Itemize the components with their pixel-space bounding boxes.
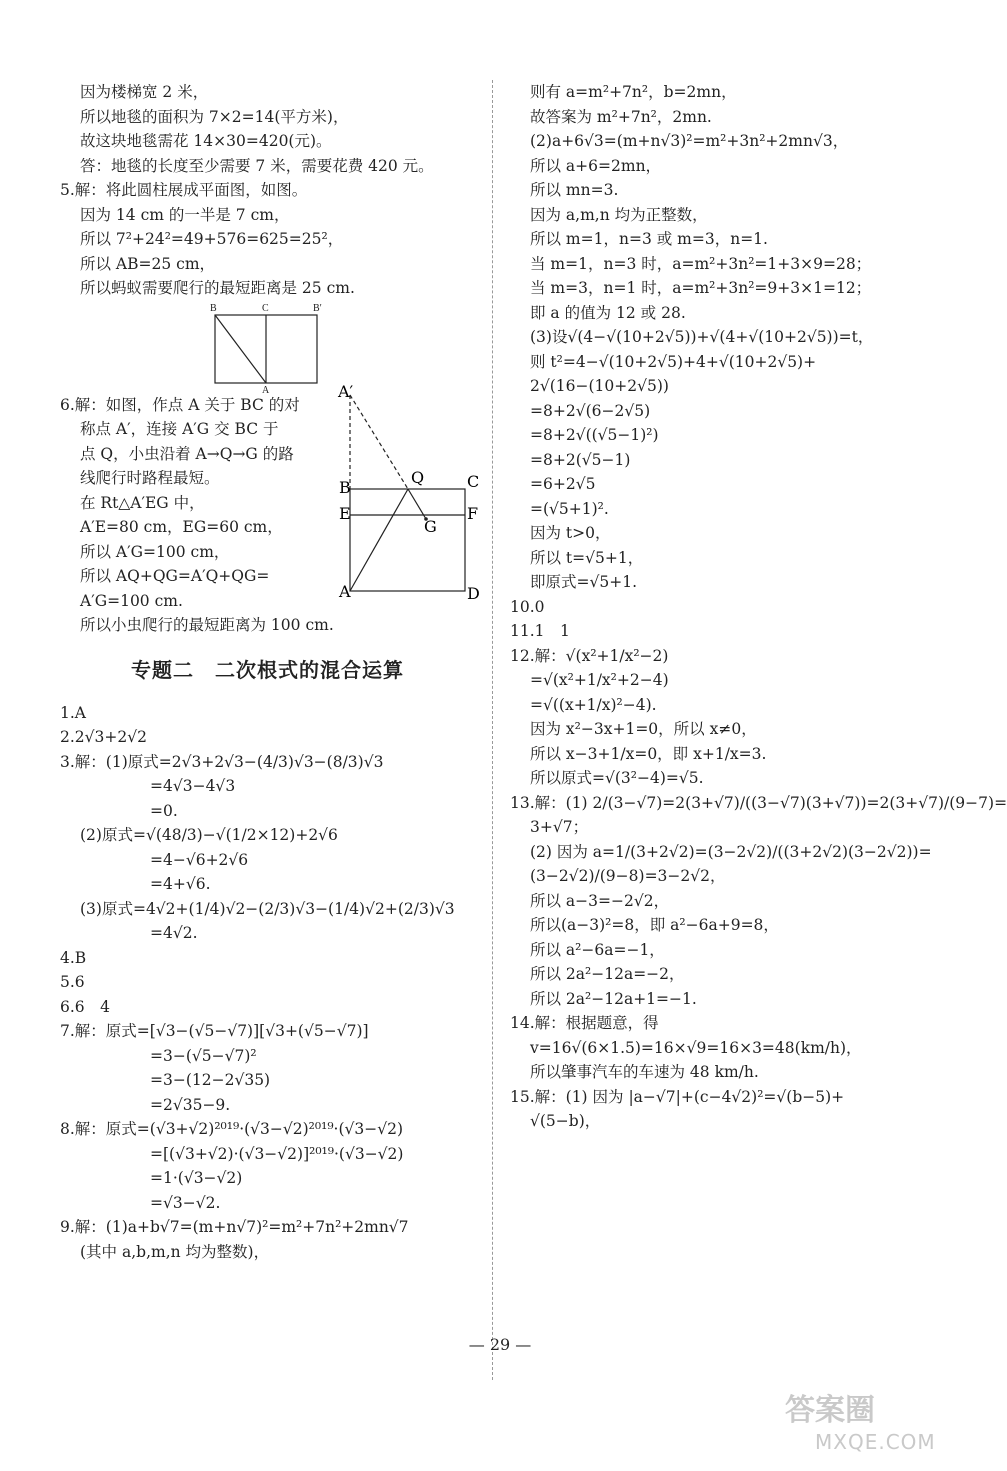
answer-line: 15.解：(1) 因为 |a−√7|+(c−4√2)²=√(b−5)+ xyxy=(510,1087,845,1106)
text-line: 当 m=3，n=1 时，a=m²+3n²=9+3×1=12； xyxy=(530,279,872,297)
text-line: 则 t²=4−√(10+2√5)+4+√(10+2√5)+ xyxy=(530,352,817,371)
text-line: 所以 2a²−12a=−2， xyxy=(530,965,685,983)
text-line: 所以 7²+24²=49+576=625=25²， xyxy=(80,230,344,248)
answer-line: 6.6 4 xyxy=(60,997,111,1016)
answer-line: 3.解：(1)原式=2√3+2√3−(4/3)√3−(8/3)√3 xyxy=(60,752,384,771)
answer-line: =2√35−9. xyxy=(150,1095,231,1114)
text-line: 因为 t>0， xyxy=(530,524,611,542)
fig2-label-a-prime: A′ xyxy=(338,381,354,401)
fig1-label-a: A xyxy=(262,384,270,396)
answer-line: =4√2. xyxy=(150,924,198,942)
text-line: =8+2√(6−2√5) xyxy=(530,401,651,420)
text-line: =8+2(√5−1) xyxy=(530,450,631,469)
text-line: 所以蚂蚁需要爬行的最短距离是 25 cm. xyxy=(80,279,355,297)
text-line: 所以 AB=25 cm， xyxy=(80,254,216,273)
left-column xyxy=(60,80,480,1264)
text-line: 所以(a−3)²=8，即 a²−6a+9=8， xyxy=(530,916,779,934)
answer-line: 5.6 xyxy=(60,973,85,991)
fig2-label-g: G xyxy=(424,516,437,536)
text-line: =(√5+1)². xyxy=(530,499,609,518)
answer-line: =0. xyxy=(150,801,178,820)
answer-line: 1.A xyxy=(60,703,86,722)
text-line: 故答案为 m²+7n²，2mn. xyxy=(530,107,712,126)
text-line: 所以小虫爬行的最短距离为 100 cm. xyxy=(80,616,334,634)
text-line: 在 Rt△A′EG 中， xyxy=(80,493,205,512)
text-line: 因为 x²−3x+1=0，所以 x≠0， xyxy=(530,720,757,738)
text-line: 称点 A′，连接 A′G 交 BC 于 xyxy=(80,420,279,438)
answer-line: 12.解：√(x²+1/x²−2) xyxy=(510,646,669,665)
watermark-logo: 答案圈 xyxy=(785,1393,875,1428)
text-line: (3−2√2)/(9−8)=3−2√2， xyxy=(530,867,726,885)
text-line: 所以原式=√(3²−4)=√5. xyxy=(530,769,704,787)
answer-line: 8.解：原式=(√3+√2)²⁰¹⁹·(√3−√2)²⁰¹⁹·(√3−√2) xyxy=(60,1120,404,1138)
answer-line: (其中 a,b,m,n 均为整数)， xyxy=(80,1242,270,1261)
fig2-label-b: B xyxy=(339,477,351,497)
text-line: 所以 t=√5+1， xyxy=(530,548,644,567)
answer-line: (3)原式=4√2+(1/4)√2−(2/3)√3−(1/4)√2+(2/3)√3 xyxy=(80,899,455,918)
answer-line: 4.B xyxy=(60,948,87,967)
text-line: =√((x+1/x)²−4). xyxy=(530,695,657,714)
text-line: (2) 因为 a=1/(3+2√2)=(3−2√2)/((3+2√2)(3−2√2))= xyxy=(530,842,932,861)
text-line: 所以 mn=3. xyxy=(530,181,619,199)
text-line: 所以 x−3+1/x=0，即 x+1/x=3. xyxy=(530,744,767,763)
answer-line: 7.解：原式=[√3−(√5−√7)][√3+(√5−√7)] xyxy=(60,1022,369,1040)
text-line: (2)a+6√3=(m+n√3)²=m²+3n²+2mn√3， xyxy=(530,132,849,150)
text-line: 所以 a+6=2mn， xyxy=(530,156,662,175)
answer-line: 11.1 1 xyxy=(510,622,570,640)
fig2-label-e: E xyxy=(339,503,351,523)
column-divider xyxy=(492,80,493,1380)
answer-line: =[(√3+√2)·(√3−√2)]²⁰¹⁹·(√3−√2) xyxy=(150,1144,404,1163)
section-title: 专题二 二次根式的混合运算 xyxy=(131,657,404,682)
text-line: v=16√(6×1.5)=16×√9=16×3=48(km/h)， xyxy=(530,1038,862,1057)
text-line: =8+2√((√5−1)²) xyxy=(530,426,659,444)
question-5-heading: 5.解：将此圆柱展成平面图，如图。 xyxy=(60,181,308,199)
text-line: 所以 a−3=−2√2， xyxy=(530,891,670,910)
text-line: 所以 m=1，n=3 或 m=3，n=1. xyxy=(530,230,768,248)
reflection-figure xyxy=(338,381,480,611)
text-line: 所以 AQ+QG=A′Q+QG= xyxy=(80,567,270,585)
text-line: 所以 2a²−12a+1=−1. xyxy=(530,989,697,1008)
answer-line: =4−√6+2√6 xyxy=(150,850,249,869)
text-line: A′E=80 cm，EG=60 cm， xyxy=(80,518,283,536)
fig2-label-f: F xyxy=(467,503,479,523)
text-line: 点 Q，小虫沿着 A→Q→G 的路 xyxy=(80,444,294,463)
fig1-label-b-prime: B′ xyxy=(313,302,322,314)
text-line: 即原式=√5+1. xyxy=(530,573,638,591)
text-line: 所以 a²−6a=−1， xyxy=(530,940,665,959)
answer-line: 10.0 xyxy=(510,597,545,616)
text-line: 因为楼梯宽 2 米， xyxy=(80,83,209,101)
fig2-label-c: C xyxy=(467,471,480,491)
text-line: 因为 a,m,n 均为正整数， xyxy=(530,205,708,224)
answer-line: 14.解：根据题意，得 xyxy=(510,1014,659,1032)
answer-line: =√3−√2. xyxy=(150,1193,221,1212)
text-line: A′G=100 cm. xyxy=(80,591,183,610)
fig2-label-q: Q xyxy=(411,467,425,487)
text-line: 3+√7； xyxy=(530,818,589,836)
right-column xyxy=(510,80,1007,1134)
answer-line: =1·(√3−√2) xyxy=(150,1169,243,1187)
answer-line: 9.解：(1)a+b√7=(m+n√7)²=m²+7n²+2mn√7 xyxy=(60,1218,409,1236)
answer-line: =3−(√5−√7)² xyxy=(150,1046,257,1065)
text-line: (3)设√(4−√(10+2√5))+√(4+√(10+2√5))=t， xyxy=(530,328,874,346)
answer-line: (2)原式=√(48/3)−√(1/2×12)+2√6 xyxy=(80,826,338,844)
text-line: 即 a 的值为 12 或 28. xyxy=(530,303,686,322)
text-line: 因为 14 cm 的一半是 7 cm， xyxy=(80,205,290,224)
fig1-label-c: C xyxy=(262,302,269,314)
text-line: 所以肇事汽车的车速为 48 km/h. xyxy=(530,1063,759,1081)
answer-line: =4+√6. xyxy=(150,875,211,893)
fig2-label-d: D xyxy=(467,583,480,603)
page-number: — 29 — xyxy=(468,1335,532,1354)
question-6-heading: 6.解：如图，作点 A 关于 BC 的对 xyxy=(60,395,300,414)
text-line: =√(x²+1/x²+2−4) xyxy=(530,671,669,689)
text-line: 所以 A′G=100 cm， xyxy=(80,542,230,561)
text-line: 所以地毯的面积为 7×2=14(平方米)， xyxy=(80,107,349,126)
answer-line: 13.解：(1) 2/(3−√7)=2(3+√7)/((3−√7)(3+√7))=2(3+√7)/(9−7)= xyxy=(510,793,1007,812)
text-line: 2√(16−(10+2√5)) xyxy=(530,377,669,395)
cylinder-unfolded-figure xyxy=(60,301,475,396)
answer-line: =4√3−4√3 xyxy=(150,777,236,795)
text-line: =6+2√5 xyxy=(530,475,596,493)
text-line: 答：地毯的长度至少需要 7 米，需要花费 420 元。 xyxy=(80,156,434,175)
fig1-label-b: B xyxy=(210,302,217,314)
text-line: 故这块地毯需花 14×30=420(元)。 xyxy=(80,132,332,150)
text-line: 则有 a=m²+7n²，b=2mn， xyxy=(530,83,737,101)
answer-line: 2.2√3+2√2 xyxy=(60,728,147,746)
text-line: √(5−b)， xyxy=(530,1112,601,1130)
watermark-url: MXQE.COM xyxy=(815,1430,936,1454)
text-line: 当 m=1，n=3 时，a=m²+3n²=1+3×9=28； xyxy=(530,254,872,273)
text-line: 线爬行时路程最短。 xyxy=(80,469,220,487)
answer-line: =3−(12−2√35) xyxy=(150,1071,271,1089)
fig2-label-a: A xyxy=(339,581,351,601)
